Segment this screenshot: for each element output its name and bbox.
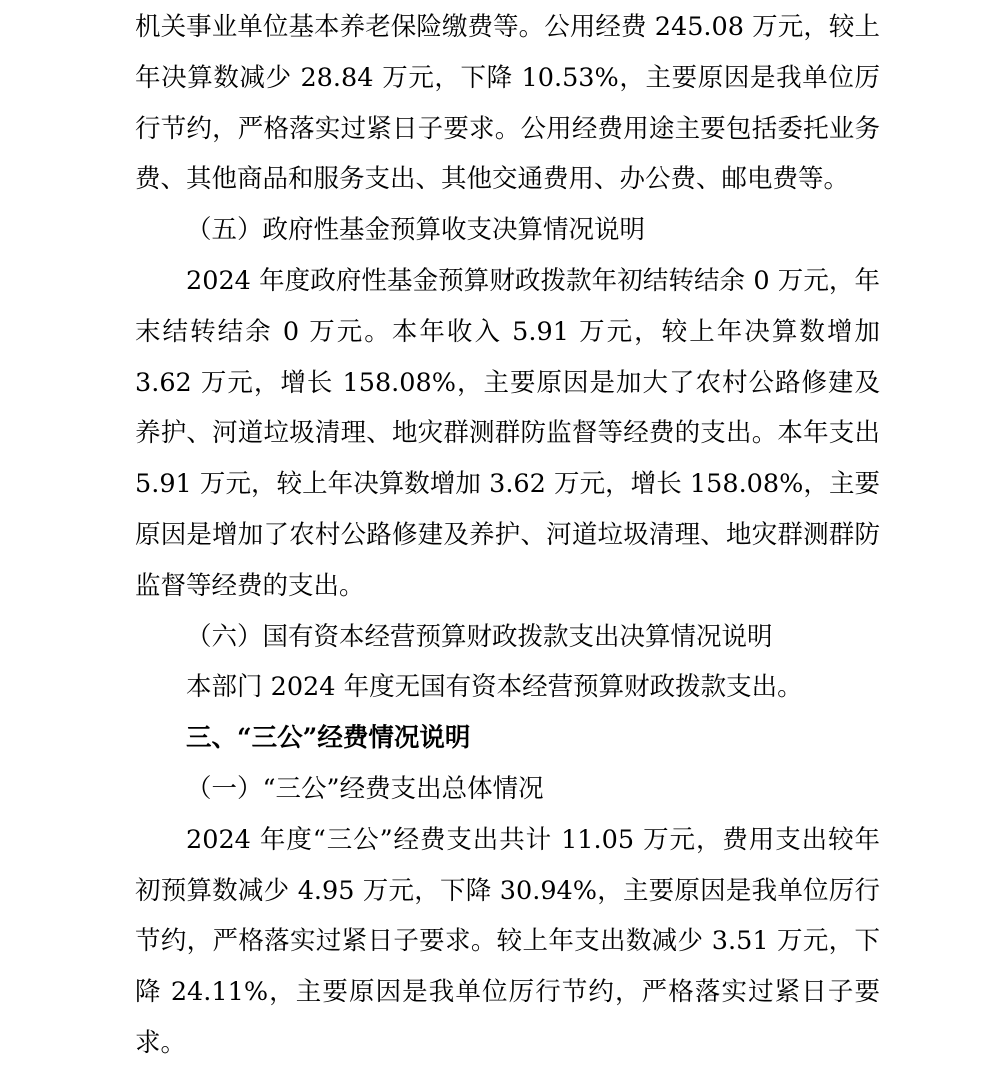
paragraph-government-fund: 2024 年度政府性基金预算财政拨款年初结转结余 0 万元，年末结转结余 0 万元。本年收入 5.91 万元，较上年决算数增加 3.62 万元，增长 158.08%，主要原因是加大了农村公路修建及养护、河道垃圾清理、地灾群测群防监督等经费的支出。本年支出 5.91 万元，较上年决算数增加 3.62 万元，增长 158.08%，主要原因是增加了农村公路修建及养护、河道垃圾清理、地灾群测群防监督等经费的支出。 [135,265,880,601]
section-heading-state-capital: （六）国有资本经营预算财政拨款支出决算情况说明 [186,621,773,652]
subsection-heading-three-public-overall: （一）“三公”经费支出总体情况 [186,773,544,804]
section-heading-three-public: 三、“三公”经费情况说明 [186,723,471,754]
paragraph-public-expenses: 机关事业单位基本养老保险缴费等。公用经费 245.08 万元，较上年决算数减少 28.84 万元，下降 10.53%，主要原因是我单位厉行节约，严格落实过紧日子要求。公用经费用途主要包括委托业务费、其他商品和服务支出、其他交通费用、办公费、邮电费等。 [135,12,880,195]
paragraph-three-public-overall: 2024 年度“三公”经费支出共计 11.05 万元，费用支出较年初预算数减少 4.95 万元，下降 30.94%，主要原因是我单位厉行节约，严格落实过紧日子要求。较上年支出数减少 3.51 万元，下降 24.11%，主要原因是我单位厉行节约，严格落实过紧日子要求。 [135,824,880,1058]
section-heading-government-fund: （五）政府性基金预算收支决算情况说明 [186,215,646,246]
paragraph-state-capital: 本部门 2024 年度无国有资本经营预算财政拨款支出。 [186,672,803,703]
document-page [135,0,880,1069]
